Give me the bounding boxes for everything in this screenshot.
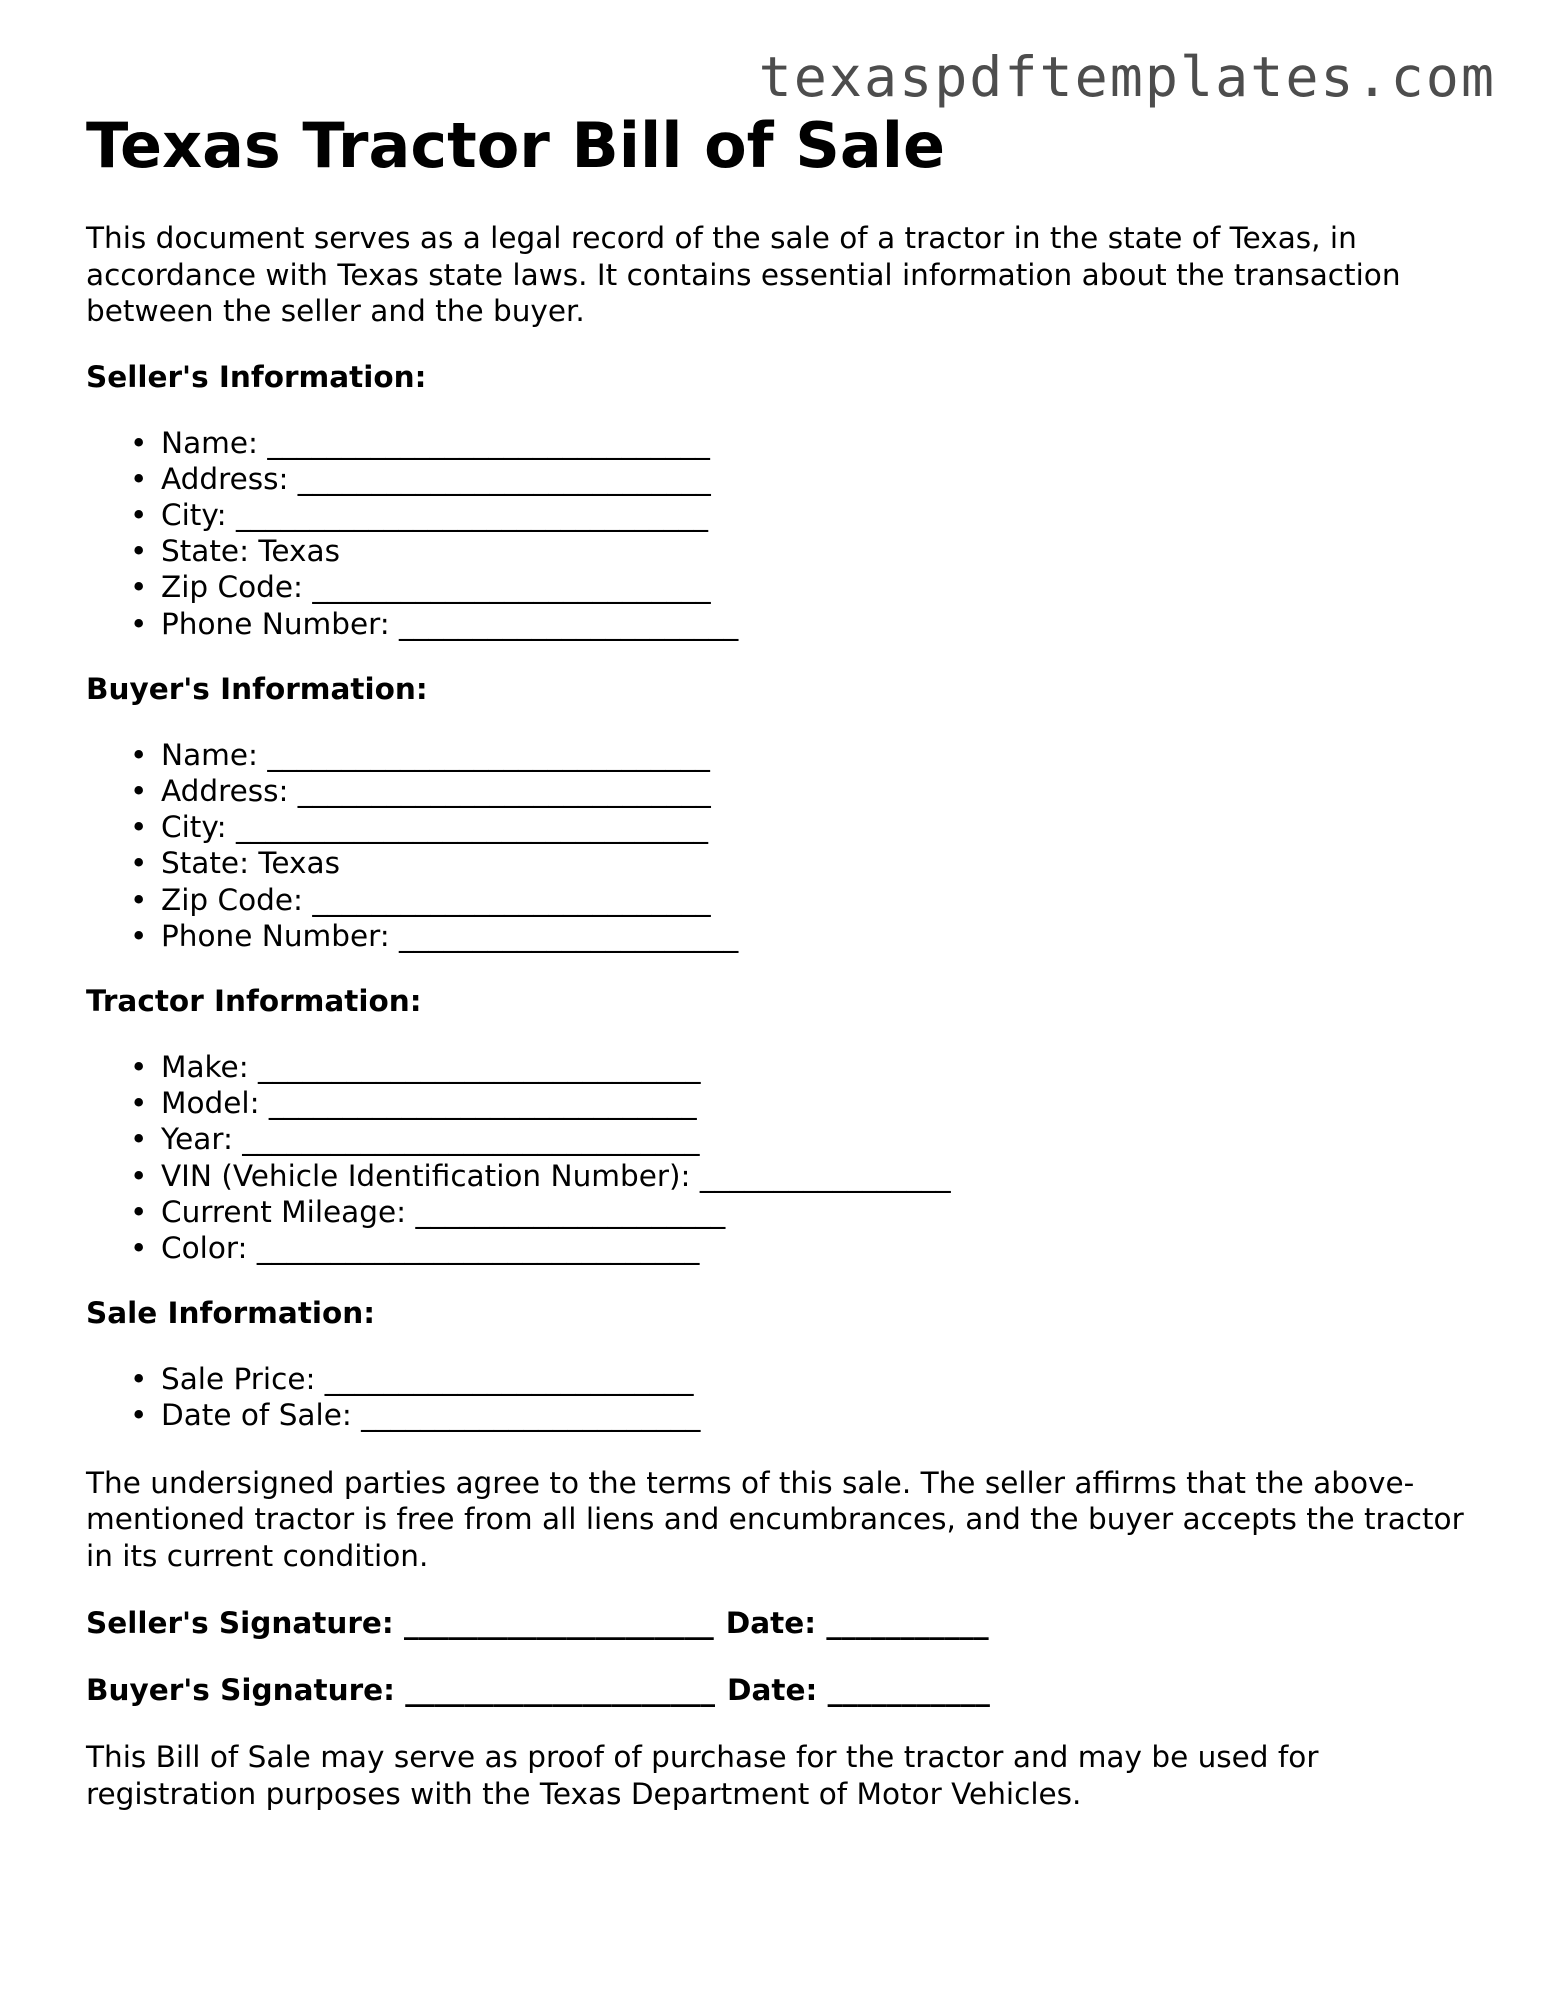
seller-field-list (86, 425, 1466, 642)
seller-address-field[interactable]: • Address: ____________________________ (130, 461, 711, 496)
bullet-icon: • (130, 773, 148, 808)
document-title: Texas Tractor Bill of Sale (86, 109, 946, 182)
bullet-icon: • (130, 1362, 148, 1397)
seller-name-field[interactable]: • Name: ______________________________ (130, 425, 710, 460)
bullet-icon: • (130, 810, 148, 845)
bullet-icon: • (130, 534, 148, 569)
buyer-signature-date: Date: ___________ (727, 1673, 990, 1708)
bullet-icon: • (130, 1158, 148, 1193)
bullet-icon: • (130, 846, 148, 881)
buyer-city-field[interactable]: • City: ________________________________ (130, 810, 708, 845)
tractor-vin-field[interactable]: • VIN (Vehicle Identification Number): _________________ (130, 1158, 951, 1193)
seller-signature-date: Date: ___________ (725, 1606, 989, 1641)
seller-section-heading: Seller's Information: (86, 359, 427, 394)
tractor-model-field[interactable]: • Model: _____________________________ (130, 1086, 697, 1121)
tractor-section-heading: Tractor Information: (86, 983, 422, 1018)
watermark-text: texaspdftemplates.com (758, 45, 1496, 109)
buyer-section-heading: Buyer's Information: (86, 671, 428, 706)
bullet-icon: • (130, 918, 148, 953)
bullet-icon: • (130, 1230, 148, 1265)
bullet-icon: • (130, 606, 148, 641)
sale-field-list (86, 1361, 1466, 1433)
bullet-icon: • (130, 1086, 148, 1121)
sale-date-field[interactable]: • Date of Sale: _______________________ (130, 1398, 701, 1433)
seller-state-field: • State: Texas (130, 534, 340, 569)
seller-signature-label: Seller's Signature: _____________________ (86, 1606, 714, 1641)
sale-price-field[interactable]: • Sale Price: _________________________ (130, 1362, 694, 1397)
bullet-icon: • (130, 497, 148, 532)
buyer-signature-label: Buyer's Signature: _____________________ (86, 1673, 715, 1708)
buyer-zip-field[interactable]: • Zip Code: ___________________________ (130, 882, 711, 917)
seller-zip-field[interactable]: • Zip Code: ___________________________ (130, 570, 711, 605)
buyer-signature-line[interactable] (86, 1672, 1466, 1708)
seller-signature-line[interactable] (86, 1605, 1466, 1641)
document-body (86, 108, 1466, 1812)
tractor-make-field[interactable]: • Make: ______________________________ (130, 1049, 701, 1084)
buyer-field-list (86, 737, 1466, 954)
bullet-icon: • (130, 1194, 148, 1229)
bullet-icon: • (130, 737, 148, 772)
buyer-state-field: • State: Texas (130, 846, 340, 881)
buyer-name-field[interactable]: • Name: ______________________________ (130, 737, 710, 772)
bullet-icon: • (130, 882, 148, 917)
buyer-address-field[interactable]: • Address: ____________________________ (130, 773, 711, 808)
closing-paragraph: This Bill of Sale may serve as proof of purchase for the tractor and may be used for registration purposes with the Texas Department of Motor Vehicles. (86, 1740, 1319, 1811)
bullet-icon: • (130, 1398, 148, 1433)
agreement-paragraph: The undersigned parties agree to the terms of this sale. The seller affirms that the above-mentioned tractor is free from all liens and encumbrances, and the buyer accepts the tractor in its current condition. (86, 1465, 1464, 1573)
tractor-color-field[interactable]: • Color: ______________________________ (130, 1230, 700, 1265)
seller-city-field[interactable]: • City: ________________________________ (130, 497, 708, 532)
bullet-icon: • (130, 570, 148, 605)
bullet-icon: • (130, 1049, 148, 1084)
buyer-phone-field[interactable]: • Phone Number: _______________________ (130, 918, 739, 953)
seller-phone-field[interactable]: • Phone Number: _______________________ (130, 606, 739, 641)
intro-paragraph: This document serves as a legal record of the sale of a tractor in the state of Texas, in accordance with Texas state laws. It contains essential information about the transaction between the seller and the buyer. (86, 221, 1401, 328)
tractor-mileage-field[interactable]: • Current Mileage: _____________________ (130, 1194, 726, 1229)
bullet-icon: • (130, 461, 148, 496)
bullet-icon: • (130, 1122, 148, 1157)
bullet-icon: • (130, 425, 148, 460)
tractor-field-list (86, 1049, 1466, 1266)
tractor-year-field[interactable]: • Year: _______________________________ (130, 1122, 700, 1157)
sale-section-heading: Sale Information: (86, 1296, 376, 1331)
